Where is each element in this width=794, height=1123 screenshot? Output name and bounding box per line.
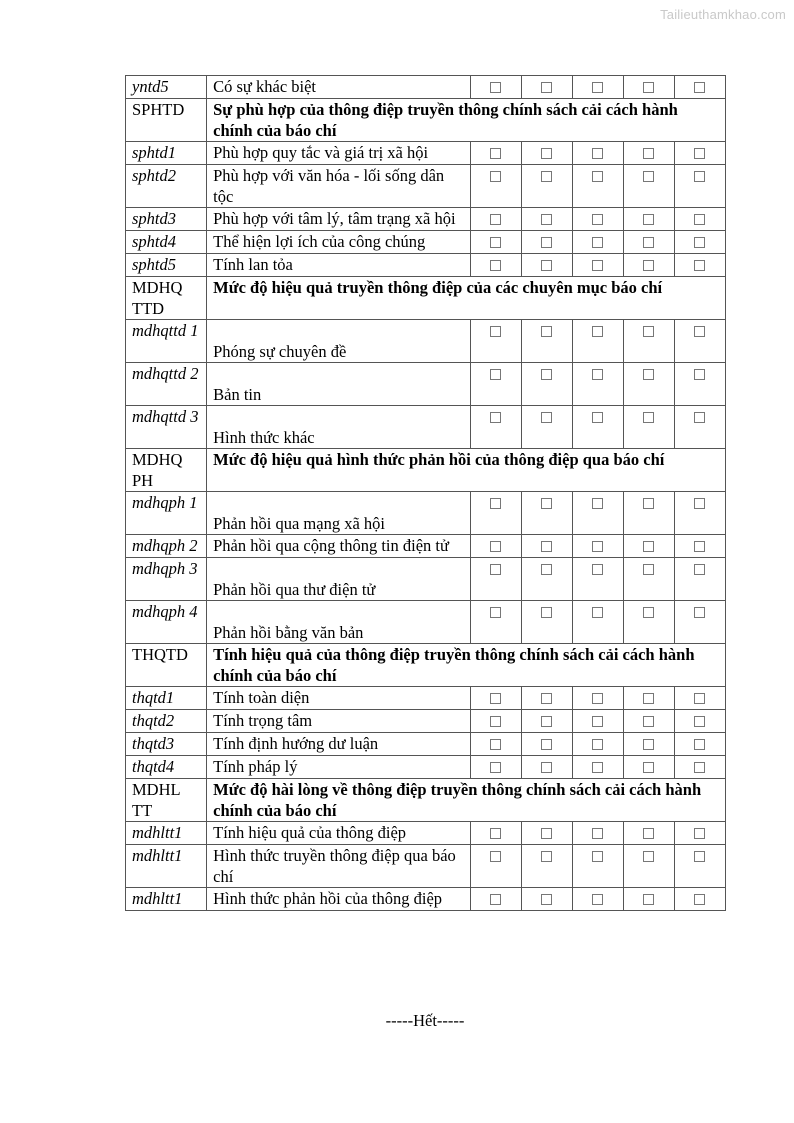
- rating-cell: [572, 231, 623, 254]
- item-label: Phản hồi qua cộng thông tin điện tử: [213, 536, 449, 555]
- rating-cell: [674, 733, 725, 756]
- item-label-cell: [207, 822, 470, 845]
- rating-cell: [521, 76, 572, 99]
- rating-checkbox[interactable]: [694, 412, 705, 423]
- rating-cell: [470, 845, 521, 888]
- rating-cell: [674, 822, 725, 845]
- rating-checkbox[interactable]: [643, 762, 654, 773]
- rating-cell: [572, 363, 623, 406]
- rating-checkbox[interactable]: [490, 369, 501, 380]
- rating-checkbox[interactable]: [694, 716, 705, 727]
- item-label: Hình thức khác: [213, 428, 315, 447]
- item-code: mdhltt1: [126, 822, 207, 845]
- rating-cell: [623, 710, 674, 733]
- section-title: Mức độ hài lòng về thông điệp truyền thông chính sách cải cách hành chính của báo chí: [207, 779, 726, 822]
- item-label-cell: [207, 845, 470, 888]
- rating-checkbox[interactable]: [643, 148, 654, 159]
- rating-cell: [470, 733, 521, 756]
- item-row: [126, 733, 726, 756]
- rating-checkbox[interactable]: [643, 498, 654, 509]
- rating-cell: [623, 756, 674, 779]
- item-row: [126, 142, 726, 165]
- item-code: thqtd3: [126, 733, 207, 756]
- rating-cell: [572, 733, 623, 756]
- rating-checkbox[interactable]: [643, 739, 654, 750]
- item-label-cell: [207, 710, 470, 733]
- rating-checkbox[interactable]: [643, 369, 654, 380]
- rating-cell: [623, 231, 674, 254]
- rating-checkbox[interactable]: [541, 498, 552, 509]
- rating-cell: [674, 142, 725, 165]
- rating-cell: [674, 363, 725, 406]
- rating-cell: [572, 822, 623, 845]
- rating-checkbox[interactable]: [541, 851, 552, 862]
- item-row: [126, 165, 726, 208]
- rating-checkbox[interactable]: [643, 607, 654, 618]
- rating-cell: [623, 208, 674, 231]
- item-label: Có sự khác biệt: [213, 77, 317, 96]
- rating-cell: [470, 363, 521, 406]
- rating-checkbox[interactable]: [694, 171, 705, 182]
- item-label-cell: [207, 601, 470, 644]
- rating-cell: [623, 492, 674, 535]
- rating-cell: [623, 558, 674, 601]
- rating-checkbox[interactable]: [592, 214, 603, 225]
- rating-checkbox[interactable]: [694, 739, 705, 750]
- rating-cell: [623, 601, 674, 644]
- rating-cell: [674, 756, 725, 779]
- rating-cell: [470, 142, 521, 165]
- section-title: Sự phù hợp của thông điệp truyền thông chính sách cải cách hành chính của báo chí: [207, 99, 726, 142]
- item-label-cell: [207, 76, 470, 99]
- rating-cell: [470, 165, 521, 208]
- rating-checkbox[interactable]: [592, 762, 603, 773]
- rating-cell: [674, 254, 725, 277]
- rating-cell: [572, 845, 623, 888]
- rating-cell: [674, 208, 725, 231]
- rating-checkbox[interactable]: [643, 412, 654, 423]
- rating-checkbox[interactable]: [592, 498, 603, 509]
- rating-checkbox[interactable]: [592, 82, 603, 93]
- rating-checkbox[interactable]: [643, 894, 654, 905]
- rating-cell: [674, 76, 725, 99]
- rating-cell: [623, 845, 674, 888]
- section-row: [126, 644, 726, 687]
- rating-checkbox[interactable]: [643, 214, 654, 225]
- rating-checkbox[interactable]: [541, 148, 552, 159]
- rating-checkbox[interactable]: [592, 260, 603, 271]
- rating-checkbox[interactable]: [694, 237, 705, 248]
- item-label: Tính pháp lý: [213, 757, 298, 776]
- rating-checkbox[interactable]: [490, 82, 501, 93]
- rating-checkbox[interactable]: [490, 564, 501, 575]
- rating-cell: [572, 687, 623, 710]
- item-label: Phù hợp với văn hóa - lối sống dân tộc: [213, 166, 445, 206]
- item-label-cell: [207, 687, 470, 710]
- rating-checkbox[interactable]: [592, 828, 603, 839]
- item-label: Phản hồi qua mạng xã hội: [213, 514, 385, 533]
- rating-checkbox[interactable]: [541, 693, 552, 704]
- item-code: mdhqttd 2: [126, 363, 207, 406]
- rating-cell: [470, 888, 521, 911]
- rating-checkbox[interactable]: [694, 260, 705, 271]
- item-label: Tính toàn diện: [213, 688, 310, 707]
- rating-cell: [572, 76, 623, 99]
- rating-checkbox[interactable]: [694, 894, 705, 905]
- rating-cell: [470, 535, 521, 558]
- rating-cell: [674, 492, 725, 535]
- rating-checkbox[interactable]: [592, 369, 603, 380]
- rating-cell: [521, 254, 572, 277]
- item-label: Tính hiệu quả của thông điệp: [213, 823, 407, 842]
- rating-checkbox[interactable]: [694, 498, 705, 509]
- rating-checkbox[interactable]: [490, 214, 501, 225]
- rating-checkbox[interactable]: [592, 564, 603, 575]
- rating-checkbox[interactable]: [490, 607, 501, 618]
- survey-table-body: [126, 76, 726, 911]
- rating-checkbox[interactable]: [541, 260, 552, 271]
- rating-cell: [521, 142, 572, 165]
- item-code: yntd5: [126, 76, 207, 99]
- item-label: Tính trọng tâm: [213, 711, 313, 730]
- item-code: mdhqttd 1: [126, 320, 207, 363]
- item-row: [126, 845, 726, 888]
- section-code: MDHQ PH: [126, 449, 207, 492]
- item-code: mdhqph 2: [126, 535, 207, 558]
- rating-checkbox[interactable]: [490, 412, 501, 423]
- item-label-cell: [207, 492, 470, 535]
- item-row: [126, 363, 726, 406]
- rating-checkbox[interactable]: [694, 82, 705, 93]
- rating-checkbox[interactable]: [643, 851, 654, 862]
- section-code: MDHL TT: [126, 779, 207, 822]
- item-label: Phù hợp quy tắc và giá trị xã hội: [213, 143, 429, 162]
- rating-checkbox[interactable]: [694, 828, 705, 839]
- rating-cell: [674, 165, 725, 208]
- rating-cell: [674, 231, 725, 254]
- rating-checkbox[interactable]: [541, 82, 552, 93]
- rating-checkbox[interactable]: [541, 326, 552, 337]
- item-row: [126, 822, 726, 845]
- rating-cell: [470, 406, 521, 449]
- rating-cell: [572, 601, 623, 644]
- rating-cell: [521, 822, 572, 845]
- rating-cell: [521, 687, 572, 710]
- item-label-cell: [207, 254, 470, 277]
- section-row: [126, 779, 726, 822]
- rating-checkbox[interactable]: [490, 260, 501, 271]
- rating-checkbox[interactable]: [592, 148, 603, 159]
- rating-checkbox[interactable]: [490, 762, 501, 773]
- rating-checkbox[interactable]: [541, 564, 552, 575]
- rating-checkbox[interactable]: [490, 716, 501, 727]
- rating-checkbox[interactable]: [694, 214, 705, 225]
- rating-checkbox[interactable]: [541, 237, 552, 248]
- section-title: Mức độ hiệu quả hình thức phản hồi của thông điệp qua báo chí: [207, 449, 726, 492]
- rating-checkbox[interactable]: [490, 693, 501, 704]
- item-label-cell: [207, 756, 470, 779]
- rating-checkbox[interactable]: [592, 894, 603, 905]
- rating-cell: [521, 406, 572, 449]
- rating-checkbox[interactable]: [643, 564, 654, 575]
- rating-cell: [623, 320, 674, 363]
- rating-cell: [470, 558, 521, 601]
- rating-checkbox[interactable]: [541, 171, 552, 182]
- rating-checkbox[interactable]: [592, 851, 603, 862]
- rating-checkbox[interactable]: [541, 739, 552, 750]
- rating-cell: [521, 733, 572, 756]
- item-label-cell: [207, 165, 470, 208]
- rating-cell: [674, 888, 725, 911]
- rating-cell: [623, 254, 674, 277]
- item-code: sphtd1: [126, 142, 207, 165]
- rating-checkbox[interactable]: [490, 541, 501, 552]
- item-label-cell: [207, 231, 470, 254]
- rating-cell: [674, 601, 725, 644]
- rating-checkbox[interactable]: [592, 693, 603, 704]
- item-row: [126, 535, 726, 558]
- rating-cell: [674, 710, 725, 733]
- section-code: MDHQ TTD: [126, 277, 207, 320]
- rating-checkbox[interactable]: [490, 148, 501, 159]
- rating-cell: [521, 601, 572, 644]
- item-label: Bản tin: [213, 385, 262, 404]
- item-label-cell: [207, 733, 470, 756]
- rating-cell: [470, 208, 521, 231]
- rating-checkbox[interactable]: [643, 693, 654, 704]
- rating-cell: [623, 406, 674, 449]
- rating-cell: [623, 142, 674, 165]
- item-row: [126, 687, 726, 710]
- rating-checkbox[interactable]: [541, 541, 552, 552]
- item-label: Thể hiện lợi ích của công chúng: [213, 232, 426, 251]
- rating-cell: [572, 558, 623, 601]
- rating-checkbox[interactable]: [592, 739, 603, 750]
- rating-checkbox[interactable]: [694, 369, 705, 380]
- rating-cell: [521, 845, 572, 888]
- section-code: THQTD: [126, 644, 207, 687]
- rating-cell: [470, 756, 521, 779]
- item-row: [126, 76, 726, 99]
- rating-checkbox[interactable]: [643, 541, 654, 552]
- item-code: mdhltt1: [126, 845, 207, 888]
- rating-cell: [470, 76, 521, 99]
- item-label: Hình thức phản hồi của thông điệp: [213, 889, 443, 908]
- item-label-cell: [207, 208, 470, 231]
- rating-checkbox[interactable]: [541, 894, 552, 905]
- rating-checkbox[interactable]: [490, 851, 501, 862]
- rating-cell: [521, 231, 572, 254]
- rating-checkbox[interactable]: [592, 541, 603, 552]
- item-row: [126, 231, 726, 254]
- rating-checkbox[interactable]: [490, 894, 501, 905]
- rating-cell: [470, 687, 521, 710]
- rating-cell: [674, 320, 725, 363]
- rating-cell: [521, 492, 572, 535]
- rating-checkbox[interactable]: [541, 716, 552, 727]
- rating-checkbox[interactable]: [490, 237, 501, 248]
- item-label-cell: [207, 142, 470, 165]
- rating-cell: [572, 142, 623, 165]
- rating-checkbox[interactable]: [541, 828, 552, 839]
- item-row: [126, 406, 726, 449]
- rating-cell: [623, 888, 674, 911]
- item-label: Tính định hướng dư luận: [213, 734, 379, 753]
- rating-cell: [623, 687, 674, 710]
- rating-checkbox[interactable]: [592, 326, 603, 337]
- rating-cell: [572, 710, 623, 733]
- rating-cell: [470, 710, 521, 733]
- rating-cell: [674, 558, 725, 601]
- rating-checkbox[interactable]: [694, 564, 705, 575]
- rating-cell: [674, 845, 725, 888]
- rating-cell: [623, 76, 674, 99]
- item-code: mdhqph 4: [126, 601, 207, 644]
- item-row: [126, 492, 726, 535]
- rating-checkbox[interactable]: [643, 260, 654, 271]
- rating-cell: [674, 535, 725, 558]
- rating-checkbox[interactable]: [541, 762, 552, 773]
- item-row: [126, 710, 726, 733]
- item-code: sphtd2: [126, 165, 207, 208]
- item-label-cell: [207, 363, 470, 406]
- rating-cell: [623, 733, 674, 756]
- item-label-cell: [207, 320, 470, 363]
- section-title: Tính hiệu quả của thông điệp truyền thông chính sách cải cách hành chính của báo chí: [207, 644, 726, 687]
- rating-checkbox[interactable]: [592, 237, 603, 248]
- rating-cell: [572, 254, 623, 277]
- item-label: Phù hợp với tâm lý, tâm trạng xã hội: [213, 209, 456, 228]
- item-code: sphtd3: [126, 208, 207, 231]
- rating-checkbox[interactable]: [694, 607, 705, 618]
- item-code: mdhqph 3: [126, 558, 207, 601]
- item-label-cell: [207, 535, 470, 558]
- item-row: [126, 888, 726, 911]
- item-label-cell: [207, 558, 470, 601]
- item-label-cell: [207, 888, 470, 911]
- rating-cell: [623, 535, 674, 558]
- rating-cell: [521, 165, 572, 208]
- rating-cell: [623, 165, 674, 208]
- section-title: Mức độ hiệu quả truyền thông điệp của các chuyên mục báo chí: [207, 277, 726, 320]
- rating-checkbox[interactable]: [694, 148, 705, 159]
- section-code: SPHTD: [126, 99, 207, 142]
- end-marker: -----Hết-----: [385, 1011, 465, 1030]
- survey-table: [125, 75, 726, 911]
- item-row: [126, 558, 726, 601]
- item-label: Phản hồi bằng văn bản: [213, 623, 364, 642]
- rating-cell: [521, 320, 572, 363]
- item-row: [126, 601, 726, 644]
- item-code: sphtd5: [126, 254, 207, 277]
- rating-checkbox[interactable]: [490, 498, 501, 509]
- rating-cell: [521, 888, 572, 911]
- rating-checkbox[interactable]: [541, 214, 552, 225]
- item-code: thqtd4: [126, 756, 207, 779]
- item-row: [126, 208, 726, 231]
- rating-checkbox[interactable]: [490, 326, 501, 337]
- rating-checkbox[interactable]: [694, 326, 705, 337]
- rating-cell: [572, 888, 623, 911]
- watermark: Tailieuthamkhao.com: [660, 7, 786, 22]
- rating-checkbox[interactable]: [643, 828, 654, 839]
- rating-cell: [470, 822, 521, 845]
- rating-checkbox[interactable]: [643, 171, 654, 182]
- rating-checkbox[interactable]: [694, 693, 705, 704]
- rating-checkbox[interactable]: [694, 762, 705, 773]
- rating-checkbox[interactable]: [541, 369, 552, 380]
- rating-cell: [470, 254, 521, 277]
- item-label: Tính lan tỏa: [213, 255, 293, 274]
- item-label-cell: [207, 406, 470, 449]
- section-row: [126, 99, 726, 142]
- item-label: Phóng sự chuyên đề: [213, 342, 347, 361]
- rating-checkbox[interactable]: [490, 828, 501, 839]
- item-row: [126, 756, 726, 779]
- rating-cell: [470, 601, 521, 644]
- item-code: thqtd2: [126, 710, 207, 733]
- rating-cell: [572, 492, 623, 535]
- rating-checkbox[interactable]: [541, 607, 552, 618]
- rating-cell: [521, 363, 572, 406]
- item-code: mdhltt1: [126, 888, 207, 911]
- rating-checkbox[interactable]: [694, 851, 705, 862]
- item-label: Hình thức truyền thông điệp qua báo chí: [213, 846, 456, 886]
- section-row: [126, 277, 726, 320]
- section-row: [126, 449, 726, 492]
- rating-checkbox[interactable]: [541, 412, 552, 423]
- rating-cell: [521, 208, 572, 231]
- rating-cell: [572, 208, 623, 231]
- item-code: mdhqph 1: [126, 492, 207, 535]
- rating-checkbox[interactable]: [490, 739, 501, 750]
- item-row: [126, 320, 726, 363]
- rating-checkbox[interactable]: [592, 412, 603, 423]
- rating-cell: [572, 756, 623, 779]
- rating-cell: [521, 756, 572, 779]
- rating-cell: [470, 320, 521, 363]
- item-row: [126, 254, 726, 277]
- rating-cell: [470, 231, 521, 254]
- rating-checkbox[interactable]: [592, 171, 603, 182]
- rating-cell: [572, 165, 623, 208]
- rating-cell: [572, 320, 623, 363]
- rating-cell: [674, 687, 725, 710]
- rating-cell: [521, 710, 572, 733]
- item-code: mdhqttd 3: [126, 406, 207, 449]
- rating-cell: [521, 535, 572, 558]
- item-code: sphtd4: [126, 231, 207, 254]
- rating-checkbox[interactable]: [592, 716, 603, 727]
- rating-cell: [674, 406, 725, 449]
- rating-cell: [623, 363, 674, 406]
- rating-cell: [470, 492, 521, 535]
- rating-checkbox[interactable]: [643, 82, 654, 93]
- rating-checkbox[interactable]: [592, 607, 603, 618]
- rating-cell: [572, 406, 623, 449]
- rating-checkbox[interactable]: [643, 326, 654, 337]
- rating-checkbox[interactable]: [643, 716, 654, 727]
- rating-cell: [521, 558, 572, 601]
- rating-cell: [572, 535, 623, 558]
- rating-checkbox[interactable]: [490, 171, 501, 182]
- rating-cell: [623, 822, 674, 845]
- item-code: thqtd1: [126, 687, 207, 710]
- rating-checkbox[interactable]: [694, 541, 705, 552]
- item-label: Phản hồi qua thư điện tử: [213, 580, 376, 599]
- rating-checkbox[interactable]: [643, 237, 654, 248]
